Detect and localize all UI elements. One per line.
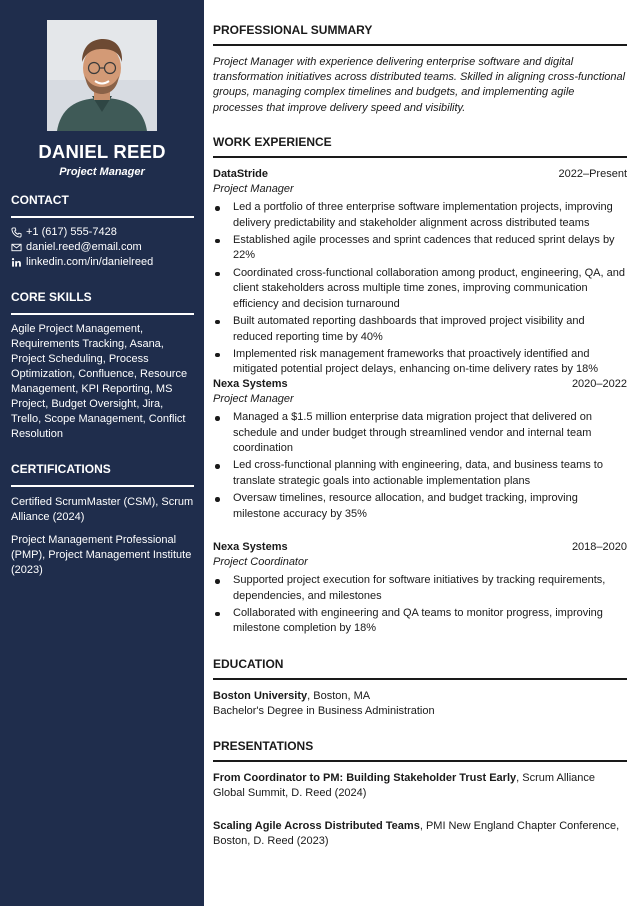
job-header xyxy=(213,167,627,182)
job-bullets xyxy=(213,410,627,524)
job-bullets xyxy=(213,200,627,380)
envelope-icon xyxy=(11,242,22,253)
job-bullet: Established agile processes and sprint cadences that reduced sprint delays by 22% xyxy=(213,233,627,264)
contact-linkedin[interactable] xyxy=(11,255,194,270)
job-company: Nexa Systems xyxy=(213,378,288,390)
person-name: DANIEL REED xyxy=(38,141,166,162)
experience-heading: WORK EXPERIENCE xyxy=(213,135,627,158)
education-entry xyxy=(213,689,627,719)
job-bullets xyxy=(213,573,627,639)
sidebar xyxy=(0,0,204,906)
job-title: Project Manager xyxy=(213,183,294,195)
phone-text: +1 (617) 555-7428 xyxy=(26,226,117,238)
presentation-details: , Scrum Alliance Global Summit, D. Reed (2024) xyxy=(213,772,596,800)
job-dates: 2018–2020 xyxy=(571,541,627,553)
job-title: Project Coordinator xyxy=(213,556,308,568)
job-company: Nexa Systems xyxy=(213,541,288,553)
job-bullet: Oversaw timelines, resource allocation, and budget tracking, improving milestone accuracy by 35% xyxy=(213,491,627,522)
presentation-details: , PMI New England Chapter Conference, Boston, D. Reed (2023) xyxy=(213,820,620,848)
presentations-heading: PRESENTATIONS xyxy=(213,739,627,762)
email-text: daniel.reed@email.com xyxy=(26,241,142,253)
certifications-heading: CERTIFICATIONS xyxy=(11,462,194,487)
job-header xyxy=(213,540,627,555)
job-bullet: Collaborated with engineering and QA teams to monitor progress, improving milestone completion by 18% xyxy=(213,606,627,637)
skills-heading: CORE SKILLS xyxy=(11,290,194,315)
summary-text: Project Manager with experience delivering enterprise software and digital transformation initiatives across distributed teams. Skilled in aligning cross-functional groups, managing complex timelines and budgets, and implementing agile processes that improve delivery speed and visibility. xyxy=(213,56,626,114)
contact-email[interactable] xyxy=(11,240,194,255)
linkedin-icon xyxy=(11,257,22,268)
person-role: Project Manager xyxy=(59,166,145,178)
presentation-item xyxy=(213,771,627,801)
education-location: , Boston, MA xyxy=(307,690,371,702)
contact-phone[interactable] xyxy=(11,225,194,240)
contact-list xyxy=(11,225,194,270)
job-title: Project Manager xyxy=(213,393,294,405)
linkedin-text: linkedin.com/in/danielreed xyxy=(26,256,154,268)
job-dates: 2022–Present xyxy=(558,168,627,180)
job-bullet: Led cross-functional planning with engineering, data, and business teams to translate strategic goals into actionable implementation plans xyxy=(213,458,627,489)
presentation-title: From Coordinator to PM: Building Stakeholder Trust Early xyxy=(213,772,517,784)
contact-heading: CONTACT xyxy=(11,193,194,218)
education-school: Boston University xyxy=(213,690,308,702)
summary-heading: PROFESSIONAL SUMMARY xyxy=(213,23,627,46)
job-bullet: Managed a $1.5 million enterprise data migration project that delivered on schedule and under budget through streamlined vendor and internal team coordination xyxy=(213,410,627,457)
skills-list: Agile Project Management, Requirements Tracking, Asana, Project Scheduling, Process Optimization, Confluence, Resource Management, KPI Reporting, MS Project, Budget Oversight, Jira, Trello, Scope Management, Conflict Resolution xyxy=(11,323,188,440)
job-dates: 2020–2022 xyxy=(571,378,627,390)
certification-item: Project Management Professional (PMP), Project Management Institute (2023) xyxy=(11,534,192,576)
job-header xyxy=(213,377,627,392)
education-degree: Bachelor's Degree in Business Administration xyxy=(213,705,435,718)
certification-item: Certified ScrumMaster (CSM), Scrum Alliance (2024) xyxy=(11,496,194,523)
job-bullet: Implemented risk management frameworks that proactively identified and mitigated potential project delays, enhancing on-time delivery rates by 18% xyxy=(213,347,627,378)
job-company: DataStride xyxy=(213,168,269,180)
job-bullet: Led a portfolio of three enterprise software implementation projects, improving delivery predictability and stakeholder alignment across distributed teams xyxy=(213,200,627,231)
presentation-item xyxy=(213,819,627,849)
phone-icon xyxy=(11,227,22,238)
job-bullet: Supported project execution for software initiatives by tracking requirements, dependencies, and milestones xyxy=(213,573,627,604)
presentation-title: Scaling Agile Across Distributed Teams xyxy=(213,820,420,832)
profile-photo xyxy=(47,20,157,131)
education-heading: EDUCATION xyxy=(213,657,627,680)
job-bullet: Built automated reporting dashboards that improved project visibility and reduced reporting time by 40% xyxy=(213,314,627,345)
job-bullet: Coordinated cross-functional collaboration among product, engineering, QA, and client stakeholders across multiple time zones, improving communication efficiency and decision turnaround xyxy=(213,266,627,313)
